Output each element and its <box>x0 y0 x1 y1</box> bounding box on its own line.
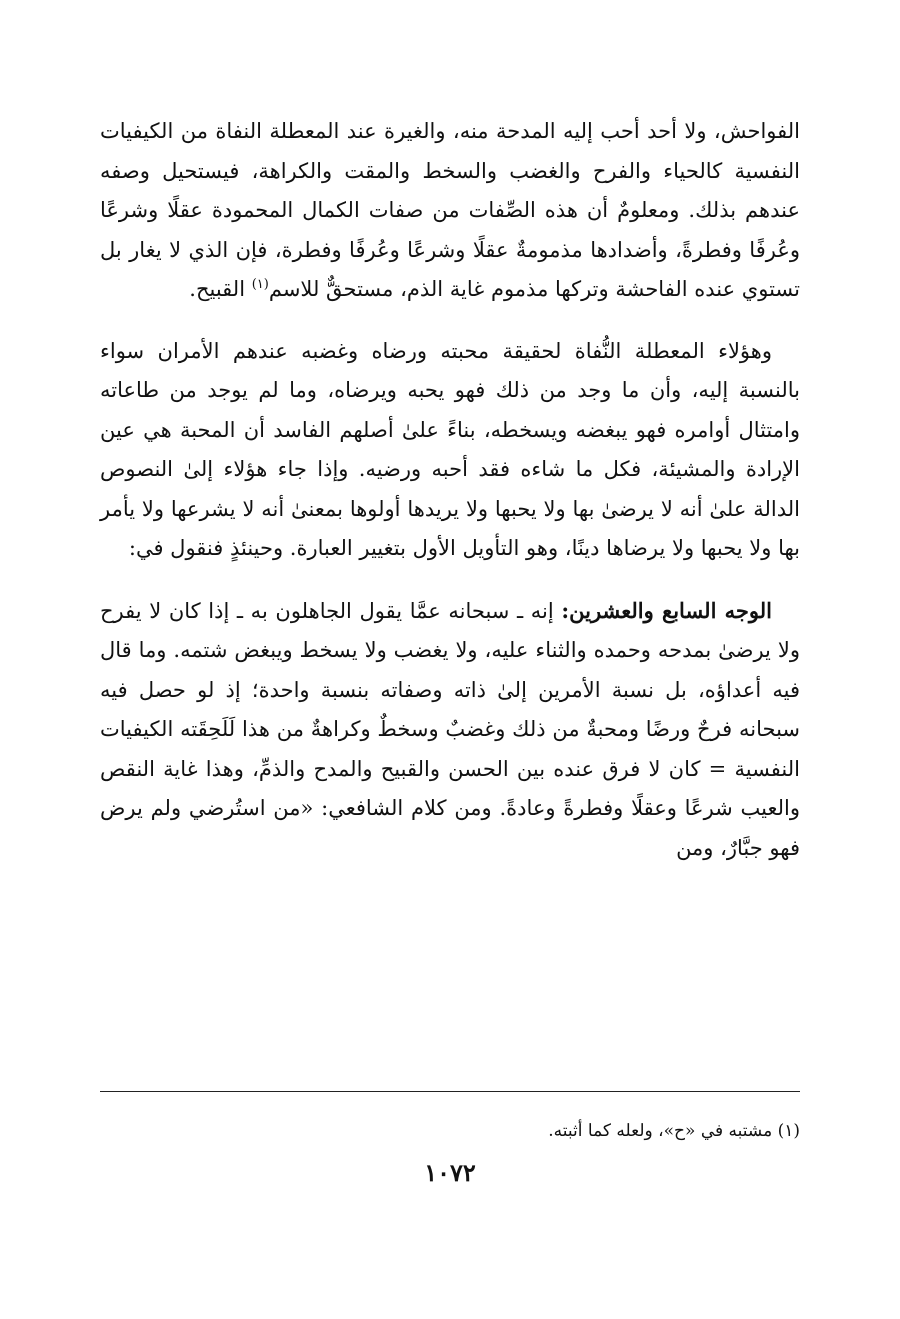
paragraph-1-tail: القبيح. <box>189 277 252 301</box>
main-text <box>100 112 800 868</box>
paragraph-2-text: وهؤلاء المعطلة النُّفاة لحقيقة محبته ورضاه وغضبه عندهم الأمران سواء بالنسبة إليه، وأن ما وجد من ذلك فهو يحبه ويرضاه، وما لم يوجد من طاعاته وامتثال أوامره فهو يبغضه ويسخطه، بناءً علىٰ أصلهم الفاسد أن المحبة هي عين الإرادة والمشيئة، فكل ما شاءه فقد أحبه ورضيه. وإذا جاء هؤلاء إلىٰ النصوص الدالة علىٰ أنه لا يرضىٰ بها ولا يحبها ولا يريدها أولوها بمعنىٰ أنه لا يشرعها ولا يأمر بها ولا يحبها ولا يرضاها دينًا، وهو التأويل الأول بتغيير العبارة. وحينئذٍ فنقول في: <box>100 338 800 560</box>
paragraph-1-text: الفواحش، ولا أحد أحب إليه المدحة منه، والغيرة عند المعطلة النفاة من الكيفيات النفسية كالحياء والفرح والغضب والسخط والمقت والكراهة، فيستحيل وصفه عندهم بذلك. ومعلومٌ أن هذه الصِّفات من صفات الكمال المحمودة عقلًا وشرعًا وعُرفًا وفطرةً، وأضدادها مذمومةٌ عقلًا وشرعًا وعُرفًا وفطرة، فإن الذي لا يغار بل تستوي عنده الفاحشة وتركها مذموم غاية الذم، مستحقٌّ للاسم <box>100 119 800 301</box>
footnote-marker: (١) <box>777 1121 800 1141</box>
paragraph-3-text: إنه ـ سبحانه عمَّا يقول الجاهلون به ـ إذا كان لا يفرح ولا يرضىٰ بمدحه وحمده والثناء عليه، ولا يغضب ولا يسخط ويبغض شتمه. وما قال فيه أعداؤه، بل نسبة الأمرين إلىٰ ذاته وصفاته بنسبة واحدة؛ إذ لو حصل فيه سبحانه فرحٌ ورضًا ومحبةٌ من ذلك وغضبٌ وسخطٌ وكراهةٌ من هذا لَلَحِقَته الكيفيات النفسية = كان لا فرق عنده بين الحسن والقبيح والمدح والذمِّ، وهذا غاية النقص والعيب شرعًا وعقلًا وفطرةً وعادةً. ومن كلام الشافعي: «من استُرضي ولم يرض فهو جبَّارٌ، ومن <box>100 598 800 860</box>
footnote-reference: (١) <box>251 277 269 292</box>
paragraph-1 <box>100 112 800 310</box>
paragraph-2 <box>100 332 800 569</box>
section-heading: الوجه السابع والعشرين: <box>561 597 772 623</box>
footnote-divider <box>100 1091 800 1092</box>
paragraph-3 <box>100 591 800 869</box>
page-number: ١٠٧٢ <box>424 1158 476 1187</box>
footnote <box>100 1118 800 1144</box>
footnote-text: مشتبه في «ح»، ولعله كما أثبته. <box>548 1121 773 1141</box>
